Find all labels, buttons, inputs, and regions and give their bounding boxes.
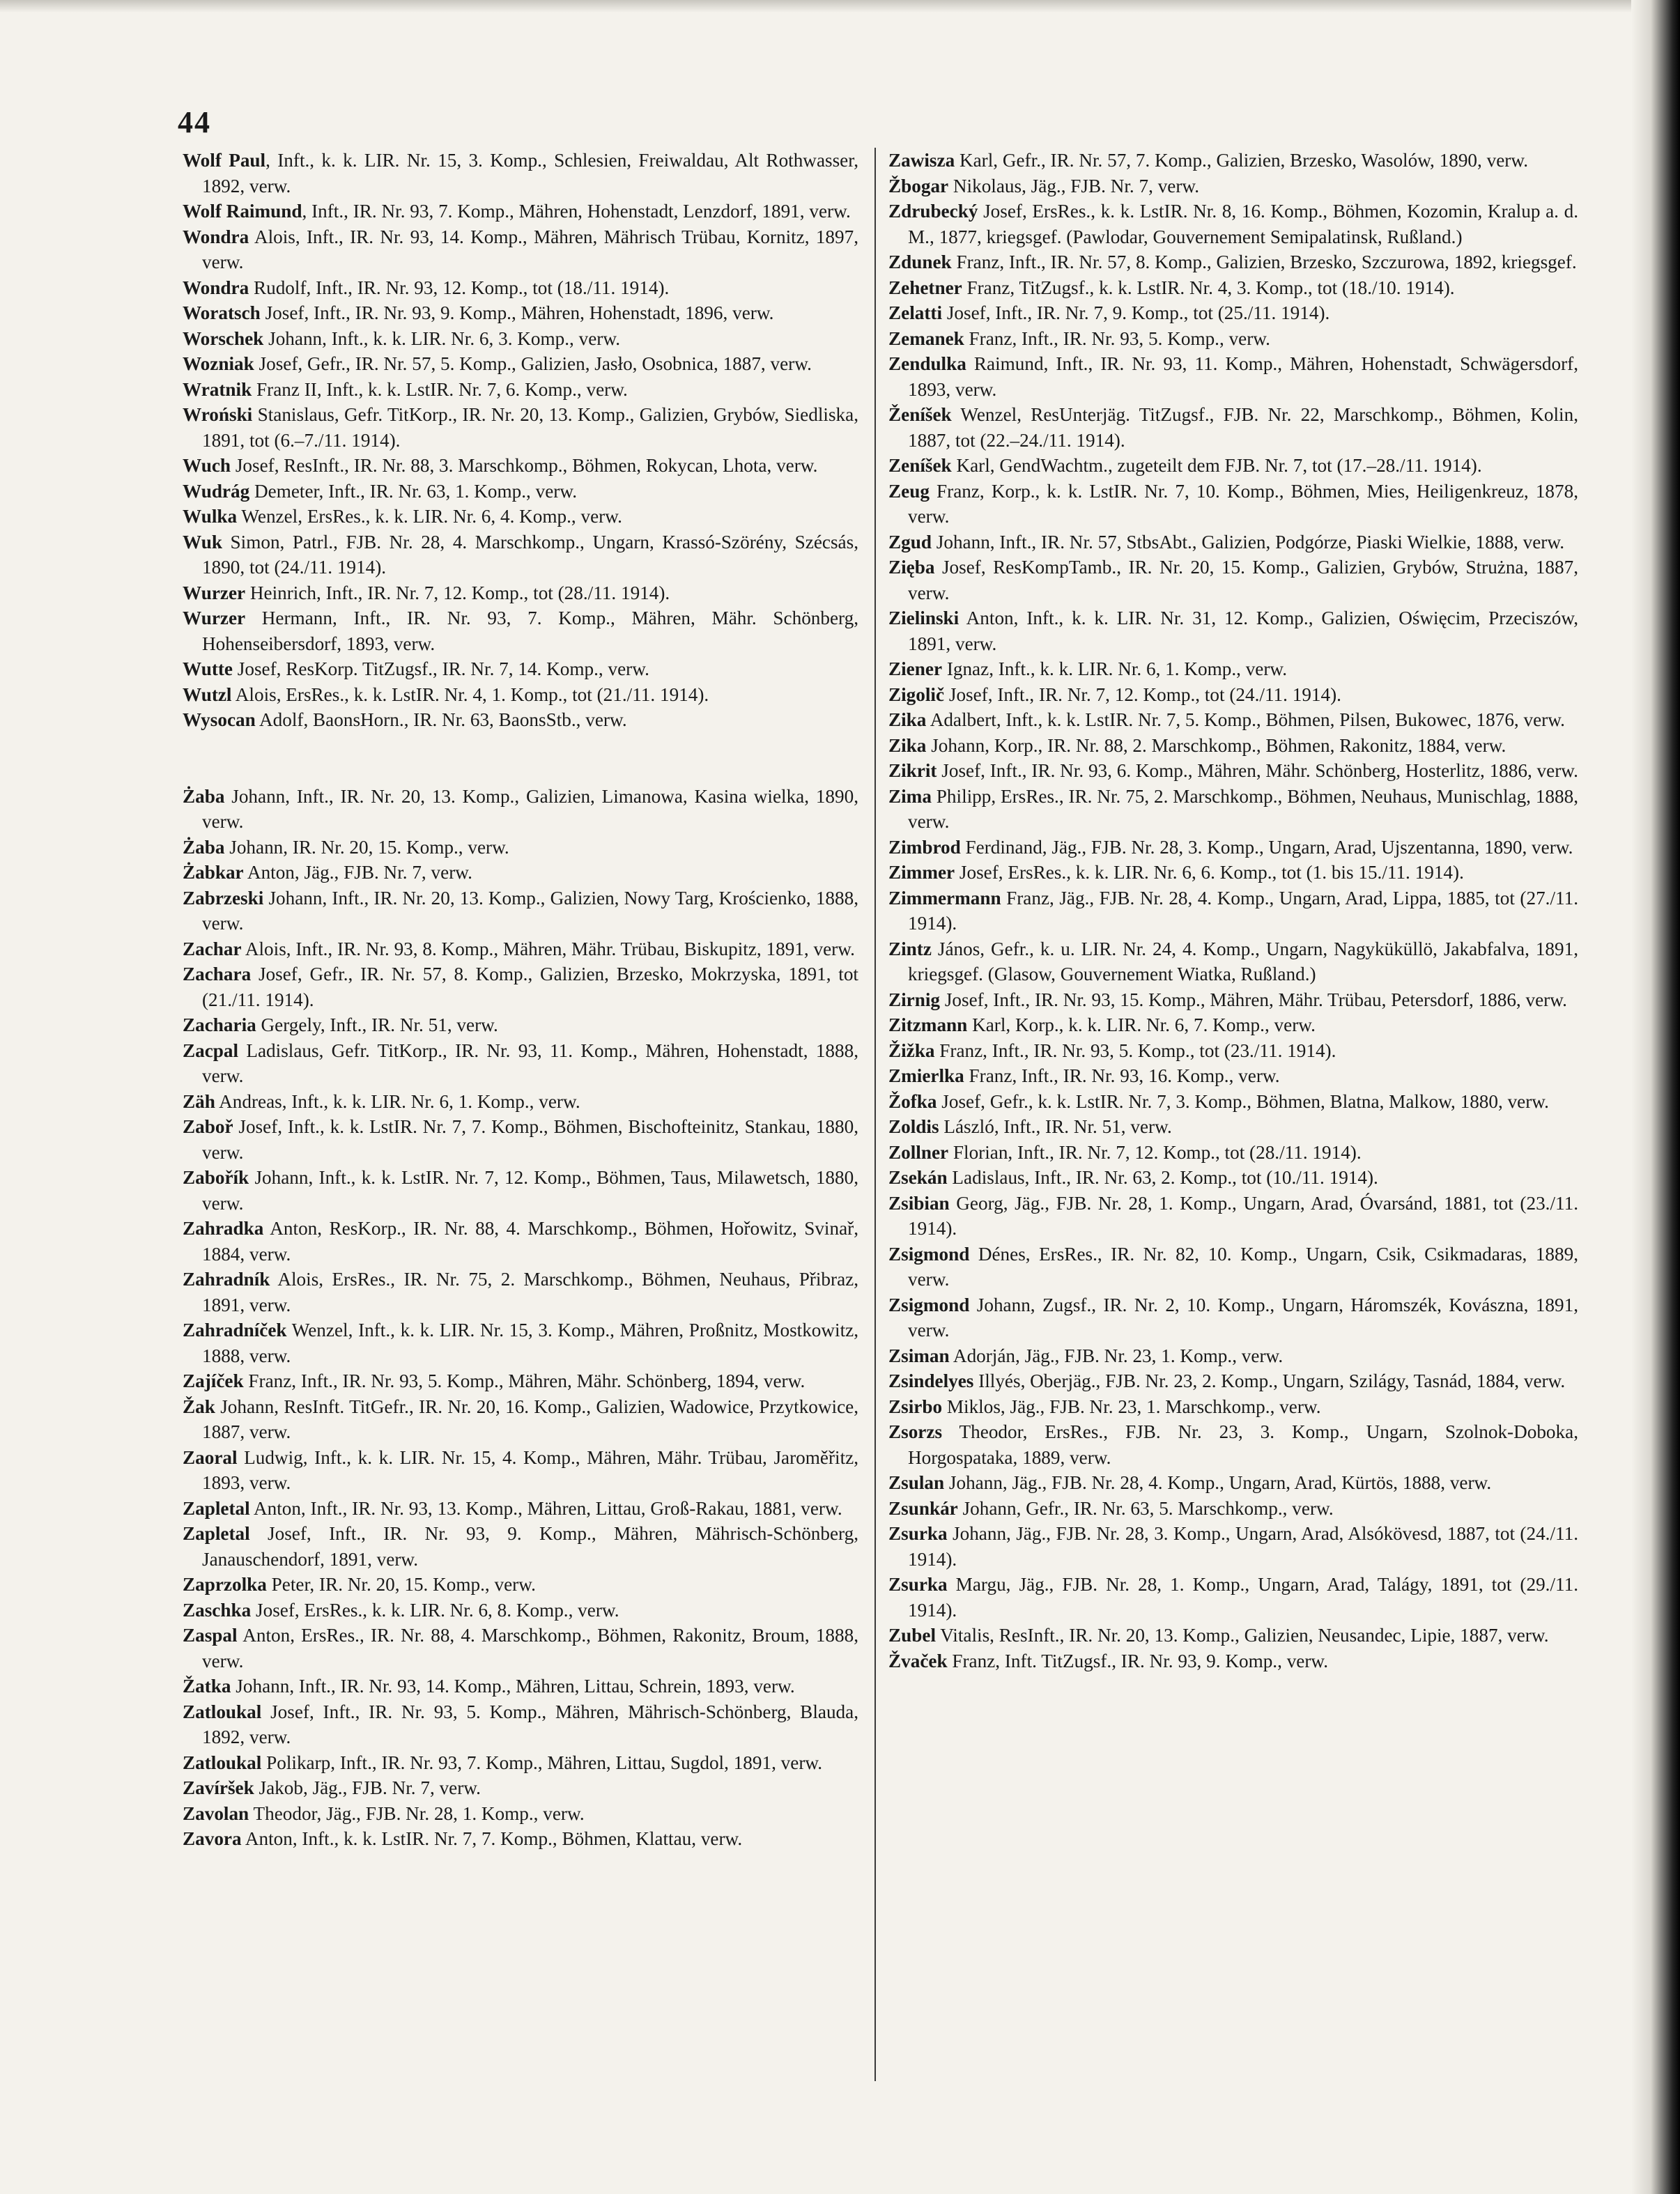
- entry-surname: Zdunek: [888, 252, 952, 272]
- entry-surname: Zeníšek: [888, 455, 952, 476]
- entry-details: Josef, ResKorp. TitZugsf., IR. Nr. 7, 14. Komp., verw.: [233, 658, 649, 679]
- register-entry: [183, 1775, 858, 1801]
- register-entry: [888, 707, 1578, 733]
- entry-surname: Zsurka: [888, 1523, 948, 1544]
- entry-surname: Zeug: [888, 480, 930, 502]
- entry-details: Josef, Inft., IR. Nr. 93, 9. Komp., Mähren, Hohenstadt, 1896, verw.: [260, 302, 774, 323]
- entry-details: Johann, IR. Nr. 20, 15. Komp., verw.: [224, 836, 509, 858]
- register-entry: [183, 1267, 858, 1318]
- entry-details: Josef, Inft., IR. Nr. 93, 15. Komp., Mähren, Mähr. Trübau, Petersdorf, 1886, verw.: [940, 989, 1567, 1010]
- register-entry: [888, 1470, 1578, 1496]
- register-entry: [888, 275, 1578, 301]
- entry-surname: Worschek: [183, 327, 264, 349]
- entry-surname: Zsunkár: [888, 1497, 958, 1519]
- entry-details: Josef, ResKompTamb., IR. Nr. 20, 15. Komp., Galizien, Grybów, Strużna, 1887, verw.: [908, 557, 1578, 603]
- entry-details: Johann, Inft., IR. Nr. 20, 13. Komp., Galizien, Limanowa, Kasina wielka, 1890, verw.: [202, 785, 858, 832]
- register-entry: [888, 1394, 1578, 1420]
- entry-details: Georg, Jäg., FJB. Nr. 28, 1. Komp., Ungarn, Arad, Óvarsánd, 1881, tot (23./11. 1914).: [908, 1192, 1578, 1239]
- entry-details: Philipp, ErsRes., IR. Nr. 75, 2. Marschkomp., Böhmen, Neuhaus, Munischlag, 1888, verw.: [908, 785, 1578, 832]
- entry-details: Heinrich, Inft., IR. Nr. 7, 12. Komp., tot (28./11. 1914).: [245, 582, 670, 603]
- register-entry: [183, 1623, 858, 1674]
- entry-surname: Žofka: [888, 1090, 937, 1112]
- register-entry: [888, 758, 1578, 784]
- entry-surname: Żaba: [183, 836, 225, 858]
- entry-surname: Żabkar: [183, 862, 244, 883]
- entry-surname: Zimmer: [888, 862, 955, 883]
- entry-details: Rudolf, Inft., IR. Nr. 93, 12. Komp., tot (18./11. 1914).: [249, 277, 670, 298]
- entry-surname: Zatloukal: [183, 1752, 262, 1773]
- register-entry: [183, 326, 858, 352]
- register-entry: [888, 555, 1578, 605]
- entry-details: Johann, ResInft. TitGefr., IR. Nr. 20, 16. Komp., Galizien, Wadowice, Przytkowice, 1887, verw.: [202, 1396, 858, 1442]
- entry-surname: Zapletal: [183, 1523, 250, 1544]
- entry-surname: Zaboř: [183, 1116, 233, 1137]
- register-entry: [183, 1699, 858, 1750]
- register-entry: [888, 1089, 1578, 1115]
- entry-details: Margu, Jäg., FJB. Nr. 28, 1. Komp., Ungarn, Arad, Talágy, 1891, tot (29./11. 1914).: [908, 1574, 1578, 1621]
- register-entry: [888, 936, 1578, 987]
- entry-details: Franz, Inft., IR. Nr. 93, 5. Komp., Mähren, Mähr. Schönberg, 1894, verw.: [243, 1370, 806, 1391]
- entry-surname: Žak: [183, 1396, 215, 1417]
- entry-details: Andreas, Inft., k. k. LIR. Nr. 6, 1. Komp., verw.: [215, 1090, 580, 1112]
- register-entry: [183, 1572, 858, 1598]
- register-entry: [888, 1038, 1578, 1064]
- entry-details: Franz, Jäg., FJB. Nr. 28, 4. Komp., Ungarn, Arad, Lippa, 1885, tot (27./11. 1914).: [908, 887, 1578, 934]
- entry-surname: Zapletal: [183, 1497, 250, 1519]
- entry-surname: Zitzmann: [888, 1014, 968, 1035]
- entry-surname: Wroński: [183, 404, 253, 425]
- entry-details: Josef, ErsRes., k. k. LstIR. Nr. 8, 16. Komp., Böhmen, Kozomin, Kralup a. d. M., 1877, kriegsgef. (Pawlodar, Gouvernement Semipalatinsk, Rußland.): [908, 201, 1578, 247]
- entry-details: Alois, ErsRes., IR. Nr. 75, 2. Marschkomp., Böhmen, Neuhaus, Přibraz, 1891, verw.: [202, 1269, 858, 1315]
- entry-details: Hermann, Inft., IR. Nr. 93, 7. Komp., Mähren, Mähr. Schönberg, Hohenseibersdorf, 1893, verw.: [202, 608, 858, 654]
- entry-details: László, Inft., IR. Nr. 51, verw.: [939, 1116, 1172, 1137]
- register-entry: [183, 300, 858, 326]
- entry-details: Wenzel, ErsRes., k. k. LIR. Nr. 6, 4. Komp., verw.: [237, 506, 622, 527]
- entry-details: Karl, GendWachtm., zugeteilt dem FJB. Nr. 7, tot (17.–28./11. 1914).: [951, 455, 1482, 476]
- register-entry: [183, 1368, 858, 1394]
- register-entry: [183, 479, 858, 504]
- entry-surname: Zacharia: [183, 1014, 256, 1035]
- entry-surname: Zaschka: [183, 1599, 252, 1621]
- entry-details: Josef, Gefr., IR. Nr. 57, 5. Komp., Galizien, Jasło, Osobnica, 1887, verw.: [254, 353, 812, 374]
- entry-details: Demeter, Inft., IR. Nr. 63, 1. Komp., verw.: [249, 480, 578, 502]
- entry-details: Johann, Inft., k. k. LIR. Nr. 6, 3. Komp., verw.: [263, 327, 621, 349]
- entry-surname: Zollner: [888, 1141, 949, 1163]
- register-entry: [183, 1012, 858, 1038]
- register-entry: [183, 936, 858, 962]
- entry-surname: Wuch: [183, 455, 231, 476]
- entry-details: Alois, ErsRes., k. k. LstIR. Nr. 4, 1. Komp., tot (21./11. 1914).: [231, 683, 709, 705]
- entry-details: Wenzel, Inft., k. k. LIR. Nr. 15, 3. Komp., Mähren, Proßnitz, Mostkowitz, 1888, verw.: [202, 1320, 858, 1366]
- entry-details: Franz, Korp., k. k. LstIR. Nr. 7, 10. Komp., Böhmen, Mies, Heiligenkreuz, 1878, verw.: [908, 480, 1578, 527]
- entry-details: Adorján, Jäg., FJB. Nr. 23, 1. Komp., verw.: [949, 1345, 1284, 1366]
- entry-details: Anton, ResKorp., IR. Nr. 88, 4. Marschkomp., Böhmen, Hořowitz, Svinař, 1884, verw.: [202, 1218, 858, 1265]
- entry-surname: Zigolič: [888, 683, 945, 705]
- register-entry: [183, 377, 858, 403]
- entry-surname: Zika: [888, 709, 927, 730]
- entry-surname: Žbogar: [888, 175, 949, 196]
- entry-details: Gergely, Inft., IR. Nr. 51, verw.: [256, 1014, 498, 1035]
- entry-surname: Zaoral: [183, 1446, 238, 1468]
- register-entry: [183, 1496, 858, 1522]
- entry-details: Franz II, Inft., k. k. LstIR. Nr. 7, 6. Komp., verw.: [252, 378, 628, 400]
- register-entry: [888, 1063, 1578, 1089]
- register-entry: [888, 860, 1578, 886]
- entry-details: Josef, ErsRes., k. k. LIR. Nr. 6, 8. Komp., verw.: [251, 1599, 619, 1621]
- register-entry: [888, 1343, 1578, 1369]
- register-entry: [183, 1598, 858, 1623]
- entry-details: Johann, Korp., IR. Nr. 88, 2. Marschkomp., Böhmen, Rakonitz, 1884, verw.: [926, 734, 1506, 756]
- entry-surname: Zahradníček: [183, 1320, 287, 1341]
- entry-surname: Zavora: [183, 1828, 242, 1849]
- entry-surname: Zsulan: [888, 1472, 945, 1493]
- scan-right-edge: [1631, 0, 1680, 2194]
- register-entry: [183, 1445, 858, 1496]
- entry-details: Adalbert, Inft., k. k. LstIR. Nr. 7, 5. Komp., Böhmen, Pilsen, Bukowec, 1876, verw.: [926, 709, 1565, 730]
- register-entry: [183, 682, 858, 708]
- entry-details: Franz, Inft., IR. Nr. 57, 8. Komp., Galizien, Brzesko, Szczurowa, 1892, kriegsgef.: [951, 252, 1577, 272]
- entry-details: Nikolaus, Jäg., FJB. Nr. 7, verw.: [948, 175, 1200, 196]
- register-entry: [888, 1572, 1578, 1623]
- page-number: 44: [178, 105, 211, 139]
- register-entry: [183, 1038, 858, 1089]
- entry-details: Karl, Korp., k. k. LIR. Nr. 6, 7. Komp., verw.: [967, 1014, 1316, 1035]
- register-entry: [183, 530, 858, 580]
- entry-surname: Wurzer: [183, 608, 246, 628]
- entry-details: Miklos, Jäg., FJB. Nr. 23, 1. Marschkomp., verw.: [942, 1396, 1321, 1417]
- right-column: [888, 148, 1578, 1674]
- entry-details: Anton, Jäg., FJB. Nr. 7, verw.: [243, 862, 472, 883]
- entry-surname: Zirnig: [888, 989, 941, 1010]
- entry-details: Josef, Inft., IR. Nr. 7, 9. Komp., tot (25./11. 1914).: [942, 302, 1330, 323]
- entry-details: Josef, ResInft., IR. Nr. 88, 3. Marschkomp., Böhmen, Rokycan, Lhota, verw.: [231, 455, 818, 476]
- register-entry: [183, 148, 858, 199]
- entry-details: Anton, Inft., k. k. LstIR. Nr. 7, 7. Komp., Böhmen, Klattau, verw.: [241, 1828, 743, 1849]
- register-entry: [183, 351, 858, 377]
- register-entry: [888, 453, 1578, 479]
- entry-details: Josef, Inft., IR. Nr. 93, 6. Komp., Mähren, Mähr. Schönberg, Hosterlitz, 1886, verw.: [937, 760, 1578, 781]
- entry-surname: Woratsch: [183, 302, 261, 323]
- entry-surname: Wudrág: [183, 480, 250, 502]
- entry-surname: Zsigmond: [888, 1243, 970, 1265]
- entry-details: Illyés, Oberjäg., FJB. Nr. 23, 2. Komp., Ungarn, Szilágy, Tasnád, 1884, verw.: [973, 1370, 1566, 1391]
- register-entry: [183, 656, 858, 682]
- entry-surname: Zsigmond: [888, 1294, 970, 1315]
- register-entry: [888, 733, 1578, 759]
- entry-details: Josef, Inft., IR. Nr. 93, 9. Komp., Mähren, Mährisch-Schönberg, Janauschendorf, 1891, verw.: [202, 1523, 858, 1570]
- register-entry: [183, 453, 858, 479]
- register-entry: [888, 1140, 1578, 1166]
- entry-surname: Wutzl: [183, 683, 232, 705]
- entry-details: , Inft., k. k. LIR. Nr. 15, 3. Komp., Schlesien, Freiwaldau, Alt Rothwasser, 1892, verw.: [202, 150, 859, 196]
- entry-surname: Wratnik: [183, 378, 252, 400]
- register-entry: [183, 275, 858, 301]
- register-entry: [183, 224, 858, 275]
- entry-details: Josef, Inft., k. k. LstIR. Nr. 7, 7. Komp., Böhmen, Bischofteinitz, Stankau, 1880, verw.: [202, 1116, 858, 1163]
- entry-details: Ignaz, Inft., k. k. LIR. Nr. 6, 1. Komp., verw.: [942, 658, 1288, 679]
- entry-details: Karl, Gefr., IR. Nr. 57, 7. Komp., Galizien, Brzesko, Wasolów, 1890, verw.: [955, 150, 1528, 171]
- entry-surname: Žatka: [183, 1676, 231, 1697]
- entry-surname: Zaprzolka: [183, 1574, 267, 1595]
- entry-details: Peter, IR. Nr. 20, 15. Komp., verw.: [266, 1574, 536, 1595]
- register-entry: [888, 835, 1578, 860]
- entry-details: , Inft., IR. Nr. 93, 7. Komp., Mähren, Hohenstadt, Lenzdorf, 1891, verw.: [302, 201, 851, 222]
- entry-surname: Wuk: [183, 531, 222, 553]
- register-entry: [183, 1674, 858, 1699]
- entry-surname: Zsorzs: [888, 1421, 943, 1442]
- entry-surname: Zsibian: [888, 1192, 950, 1214]
- entry-details: Anton, ErsRes., IR. Nr. 88, 4. Marschkomp., Böhmen, Rakonitz, Broum, 1888, verw.: [202, 1625, 858, 1671]
- entry-surname: Zehetner: [888, 277, 962, 298]
- entry-details: Johann, Inft., IR. Nr. 93, 14. Komp., Mähren, Littau, Schrein, 1893, verw.: [231, 1676, 795, 1697]
- entry-surname: Zahradník: [183, 1269, 270, 1290]
- register-entry: [888, 987, 1578, 1013]
- entry-surname: Wolf Raimund: [183, 201, 302, 222]
- entry-surname: Wulka: [183, 506, 238, 527]
- entry-surname: Zachara: [183, 964, 252, 984]
- entry-details: Alois, Inft., IR. Nr. 93, 8. Komp., Mähren, Mähr. Trübau, Biskupitz, 1891, verw.: [241, 938, 855, 959]
- register-entry: [183, 1394, 858, 1445]
- entry-surname: Zoldis: [888, 1116, 939, 1137]
- entry-details: Ludwig, Inft., k. k. LIR. Nr. 15, 4. Komp., Mähren, Mähr. Trübau, Jaroměřitz, 1893, verw.: [202, 1446, 858, 1493]
- register-entry: [183, 504, 858, 530]
- entry-surname: Zmierlka: [888, 1065, 964, 1086]
- register-entry: [888, 784, 1578, 835]
- entry-surname: Zatloukal: [183, 1701, 262, 1722]
- register-entry: [888, 1496, 1578, 1522]
- register-entry: [888, 1242, 1578, 1292]
- entry-details: Franz, Inft., IR. Nr. 93, 5. Komp., verw.: [964, 327, 1270, 349]
- register-entry: [183, 1165, 858, 1216]
- entry-surname: Zsindelyes: [888, 1370, 974, 1391]
- register-entry: [888, 148, 1578, 173]
- entry-details: Florian, Inft., IR. Nr. 7, 12. Komp., tot (28./11. 1914).: [948, 1141, 1362, 1163]
- entry-details: Ladislaus, Gefr. TitKorp., IR. Nr. 93, 11. Komp., Mähren, Hohenstadt, 1888, verw.: [202, 1040, 858, 1086]
- entry-surname: Wutte: [183, 658, 233, 679]
- entry-surname: Zachar: [183, 938, 242, 959]
- entry-surname: Zendulka: [888, 353, 966, 374]
- entry-surname: Zaspal: [183, 1625, 238, 1646]
- entry-details: Wenzel, ResUnterjäg. TitZugsf., FJB. Nr. 22, Marschkomp., Böhmen, Kolin, 1887, tot (22.–24./11. 1914).: [908, 404, 1578, 451]
- entry-details: Josef, Gefr., k. k. LstIR. Nr. 7, 3. Komp., Böhmen, Blatna, Malkow, 1880, verw.: [937, 1090, 1549, 1112]
- register-entry: [183, 199, 858, 224]
- entry-surname: Wolf Paul: [183, 150, 266, 171]
- register-entry: [888, 1648, 1578, 1674]
- entry-surname: Žvaček: [888, 1650, 948, 1671]
- entry-details: Stanislaus, Gefr. TitKorp., IR. Nr. 20, 13. Komp., Galizien, Grybów, Siedliska, 1891, tot (6.–7./11. 1914).: [202, 404, 858, 451]
- entry-details: Franz, TitZugsf., k. k. LstIR. Nr. 4, 3. Komp., tot (18./10. 1914).: [962, 277, 1455, 298]
- entry-surname: Zsirbo: [888, 1396, 943, 1417]
- register-entry: [183, 580, 858, 606]
- entry-details: Anton, Inft., k. k. LIR. Nr. 31, 12. Komp., Galizien, Oświęcim, Przeciszów, 1891, verw.: [908, 608, 1578, 654]
- register-entry: [888, 1114, 1578, 1140]
- register-entry: [888, 656, 1578, 682]
- entry-details: Dénes, ErsRes., IR. Nr. 82, 10. Komp., Ungarn, Csik, Csikmadaras, 1889, verw.: [908, 1243, 1578, 1290]
- entry-surname: Zięba: [888, 557, 935, 578]
- register-entry: [183, 1318, 858, 1368]
- entry-surname: Żaba: [183, 785, 225, 807]
- entry-surname: Ziener: [888, 658, 943, 679]
- register-entry: [888, 300, 1578, 326]
- entry-details: Johann, Inft., IR. Nr. 57, StbsAbt., Galizien, Podgórze, Piaski Wielkie, 1888, verw.: [931, 531, 1565, 553]
- entry-surname: Ženíšek: [888, 404, 952, 425]
- entry-surname: Zavíršek: [183, 1777, 254, 1798]
- register-entry: [183, 605, 858, 656]
- entry-details: Jakob, Jäg., FJB. Nr. 7, verw.: [254, 1777, 481, 1798]
- entry-surname: Zika: [888, 734, 927, 756]
- register-entry: [888, 1368, 1578, 1394]
- register-entry: [183, 1216, 858, 1267]
- register-entry: [888, 1521, 1578, 1572]
- entry-surname: Zavolan: [183, 1802, 249, 1824]
- entry-surname: Wozniak: [183, 353, 254, 374]
- entry-details: Simon, Patrl., FJB. Nr. 28, 4. Marschkomp., Ungarn, Krassó-Szörény, Szécsás, 1890, tot (24./11. 1914).: [202, 531, 858, 578]
- entry-surname: Zima: [888, 785, 932, 807]
- entry-details: Johann, Gefr., IR. Nr. 63, 5. Marschkomp., verw.: [957, 1497, 1334, 1519]
- register-entry: [888, 605, 1578, 656]
- entry-surname: Zawisza: [888, 150, 955, 171]
- register-entry: [183, 860, 858, 886]
- entry-surname: Wondra: [183, 226, 249, 247]
- entry-details: Ferdinand, Jäg., FJB. Nr. 28, 3. Komp., Ungarn, Arad, Ujszentanna, 1890, verw.: [960, 836, 1573, 858]
- entry-surname: Zsiman: [888, 1345, 950, 1366]
- entry-details: Theodor, ErsRes., FJB. Nr. 23, 3. Komp., Ungarn, Szolnok-Doboka, Horgospataka, 1889, verw.: [908, 1421, 1578, 1468]
- register-entry: [183, 1750, 858, 1776]
- register-entry: [888, 249, 1578, 275]
- entry-details: Adolf, BaonsHorn., IR. Nr. 63, BaonsStb., verw.: [255, 709, 627, 730]
- entry-details: Johann, Inft., IR. Nr. 20, 13. Komp., Galizien, Nowy Targ, Krościenko, 1888, verw.: [202, 887, 858, 934]
- entry-details: Franz, Inft. TitZugsf., IR. Nr. 93, 9. Komp., verw.: [947, 1650, 1329, 1671]
- entry-surname: Zgud: [888, 531, 932, 553]
- entry-surname: Zahradka: [183, 1218, 264, 1239]
- entry-details: Anton, Inft., IR. Nr. 93, 13. Komp., Mähren, Littau, Groß-Rakau, 1881, verw.: [249, 1497, 842, 1519]
- entry-surname: Zemanek: [888, 327, 964, 349]
- entry-surname: Zielinski: [888, 608, 960, 628]
- entry-details: Franz, Inft., IR. Nr. 93, 5. Komp., tot (23./11. 1914).: [934, 1040, 1336, 1061]
- register-entry: [888, 530, 1578, 555]
- entry-details: Polikarp, Inft., IR. Nr. 93, 7. Komp., Mähren, Littau, Sugdol, 1891, verw.: [261, 1752, 823, 1773]
- left-column: [183, 148, 858, 1852]
- entry-surname: Zäh: [183, 1090, 215, 1112]
- register-entry: [888, 326, 1578, 352]
- register-entry: [183, 402, 858, 453]
- entry-surname: Wysocan: [183, 709, 256, 730]
- column-divider: [874, 148, 876, 2081]
- entry-details: Josef, Inft., IR. Nr. 7, 12. Komp., tot (24./11. 1914).: [944, 683, 1341, 705]
- entry-details: Johann, Zugsf., IR. Nr. 2, 10. Komp., Ungarn, Háromszék, Kovászna, 1891, verw.: [908, 1294, 1578, 1341]
- entry-details: Josef, ErsRes., k. k. LIR. Nr. 6, 6. Komp., tot (1. bis 15./11. 1914).: [955, 862, 1464, 883]
- register-entry: [183, 961, 858, 1012]
- entry-details: Josef, Inft., IR. Nr. 93, 5. Komp., Mähren, Mährisch-Schönberg, Blauda, 1892, verw.: [202, 1701, 858, 1747]
- entry-surname: Zsurka: [888, 1574, 948, 1595]
- register-entry: [183, 784, 858, 835]
- entry-surname: Zimmermann: [888, 887, 1001, 909]
- entry-surname: Zelatti: [888, 302, 943, 323]
- register-entry: [183, 1521, 858, 1572]
- register-entry: [183, 886, 858, 936]
- register-entry: [888, 402, 1578, 453]
- register-entry: [888, 1012, 1578, 1038]
- entry-details: Johann, Jäg., FJB. Nr. 28, 4. Komp., Ungarn, Arad, Kürtös, 1888, verw.: [944, 1472, 1492, 1493]
- entry-details: Vitalis, ResInft., IR. Nr. 20, 13. Komp., Galizien, Neusandec, Lipie, 1887, verw.: [936, 1625, 1549, 1646]
- entry-details: Alois, Inft., IR. Nr. 93, 14. Komp., Mähren, Mährisch Trübau, Kornitz, 1897, verw.: [202, 226, 858, 272]
- scan-top-edge: [0, 0, 1680, 13]
- register-entry: [888, 479, 1578, 530]
- entry-details: Raimund, Inft., IR. Nr. 93, 11. Komp., Mähren, Hohenstadt, Schwägersdorf, 1893, verw.: [908, 353, 1578, 400]
- register-entry: [183, 1089, 858, 1115]
- register-entry: [183, 1801, 858, 1827]
- entry-surname: Žižka: [888, 1040, 935, 1061]
- register-entry: [183, 835, 858, 860]
- entry-details: Theodor, Jäg., FJB. Nr. 28, 1. Komp., verw.: [249, 1802, 585, 1824]
- register-entry: [888, 1623, 1578, 1648]
- entry-surname: Zintz: [888, 938, 932, 959]
- entry-surname: Zikrit: [888, 760, 937, 781]
- register-entry: [888, 1191, 1578, 1242]
- entry-details: Ladislaus, Inft., IR. Nr. 63, 2. Komp., tot (10./11. 1914).: [947, 1167, 1378, 1188]
- register-entry: [183, 707, 858, 733]
- register-entry: [888, 1165, 1578, 1191]
- entry-details: Franz, Inft., IR. Nr. 93, 16. Komp., verw.: [964, 1065, 1280, 1086]
- register-entry: [888, 886, 1578, 936]
- entry-details: János, Gefr., k. u. LIR. Nr. 24, 4. Komp., Ungarn, Nagyküküllö, Jakabfalva, 1891, kriegsgef. (Glasow, Gouvernement Wiatka, Rußland.): [908, 938, 1578, 984]
- entry-surname: Zabrzeski: [183, 887, 264, 909]
- entry-details: Johann, Inft., k. k. LstIR. Nr. 7, 12. Komp., Böhmen, Taus, Milawetsch, 1880, verw.: [202, 1167, 858, 1214]
- entry-surname: Zsekán: [888, 1167, 948, 1188]
- register-entry: [888, 173, 1578, 199]
- entry-surname: Zabořík: [183, 1167, 249, 1188]
- register-entry: [183, 1826, 858, 1852]
- register-entry: [888, 682, 1578, 708]
- entry-surname: Zajíček: [183, 1370, 244, 1391]
- entry-details: Johann, Jäg., FJB. Nr. 28, 3. Komp., Ungarn, Arad, Alsókövesd, 1887, tot (24./11. 1914).: [908, 1523, 1578, 1570]
- register-entry: [183, 1114, 858, 1165]
- entry-surname: Zacpal: [183, 1040, 239, 1061]
- entry-surname: Zimbrod: [888, 836, 961, 858]
- entry-surname: Wurzer: [183, 582, 246, 603]
- section-gap: [183, 733, 858, 784]
- entry-surname: Zubel: [888, 1625, 936, 1646]
- entry-surname: Zdrubecký: [888, 201, 978, 222]
- register-entry: [888, 1292, 1578, 1343]
- entry-surname: Wondra: [183, 277, 249, 298]
- register-entry: [888, 1419, 1578, 1470]
- register-entry: [888, 351, 1578, 402]
- entry-details: Josef, Gefr., IR. Nr. 57, 8. Komp., Galizien, Brzesko, Mokrzyska, 1891, tot (21./11. 1914).: [202, 964, 858, 1010]
- register-entry: [888, 199, 1578, 249]
